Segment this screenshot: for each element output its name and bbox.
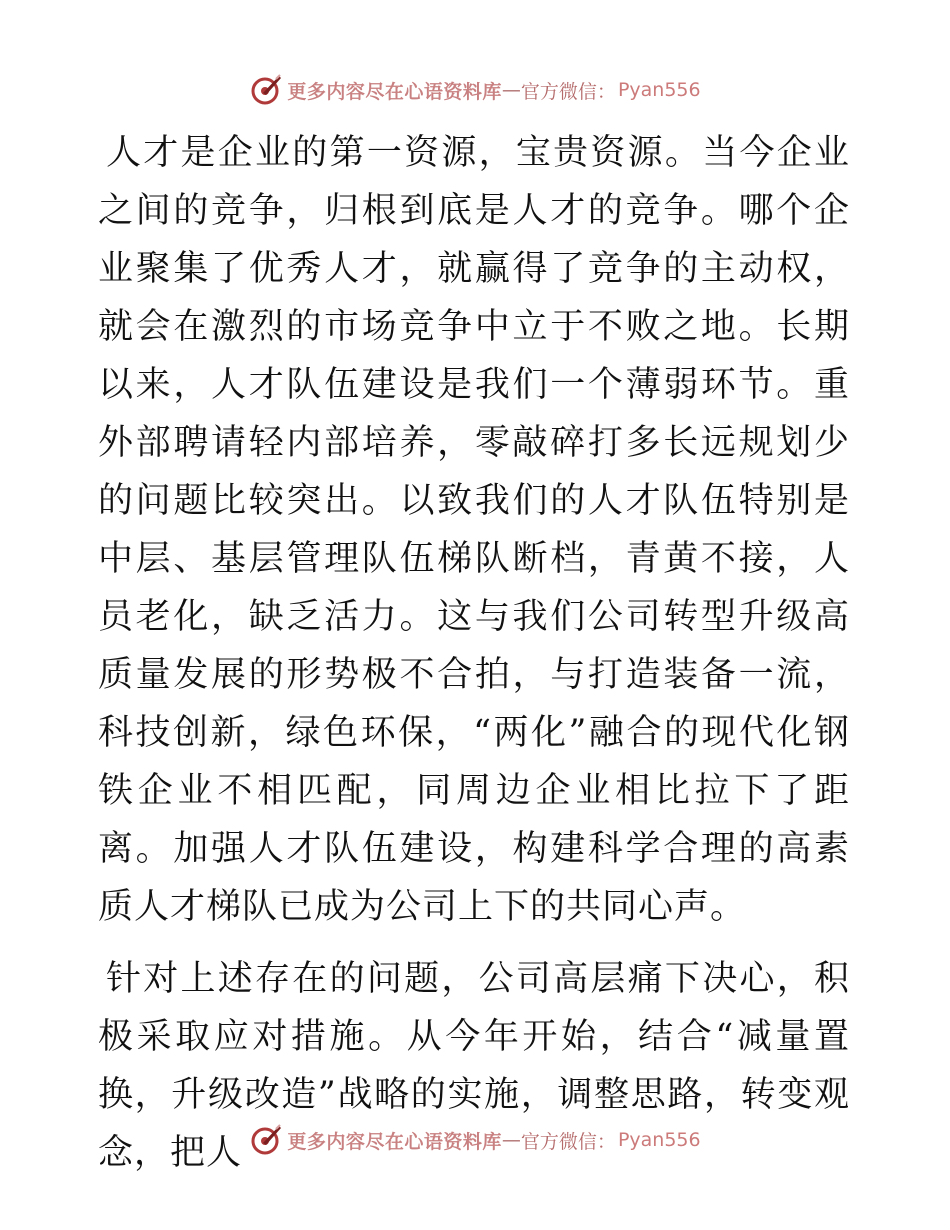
footer-wechat-id: Pyan556 bbox=[617, 1129, 701, 1151]
footer-banner-text: 更多内容尽在心语资料库 bbox=[287, 1130, 502, 1153]
quill-pen-circle-logo-icon bbox=[249, 73, 283, 107]
quill-pen-circle-logo-icon bbox=[249, 1123, 283, 1157]
footer-wechat-label: 官方微信： bbox=[520, 1130, 616, 1153]
header-wechat-id: Pyan556 bbox=[617, 79, 701, 101]
header-banner-separator: — bbox=[501, 79, 521, 101]
paragraph-1: 人才是企业的第一资源，宝贵资源。当今企业之间的竞争，归根到底是人才的竞争。哪个企业聚集了优秀人才，就赢得了竞争的主动权，就会在激烈的市场竞争中立于不败之地。长期以来，人才队伍建设是我们一个薄弱环节。重外部聘请轻内部培养，零敲碎打多长远规划少的问题比较突出。以致我们的人才队伍特别是中层、基层管理队伍梯队断档，青黄不接，人员老化，缺乏活力。这与我们公司转型升级高质量发展的形势极不合拍，与打造装备一流，科技创新，绿色环保，“两化”融合的现代化钢铁企业不相匹配，同周边企业相比拉下了距离。加强人才队伍建设，构建科学合理的高素质人才梯队已成为公司上下的共同心声。 bbox=[98, 133, 850, 927]
footer-banner-separator: — bbox=[501, 1129, 521, 1151]
paragraph-2: 针对上述存在的问题，公司高层痛下决心，积极采取应对措施。从今年开始，结合“减量置换，升级改造”战略的实施，调整思路，转变观念，把人 bbox=[98, 959, 850, 1173]
document-body bbox=[98, 124, 850, 1182]
header-banner-text: 更多内容尽在心语资料库 bbox=[287, 80, 502, 103]
header-banner bbox=[0, 72, 950, 108]
header-wechat-label: 官方微信： bbox=[520, 80, 616, 103]
footer-banner bbox=[0, 1122, 950, 1158]
